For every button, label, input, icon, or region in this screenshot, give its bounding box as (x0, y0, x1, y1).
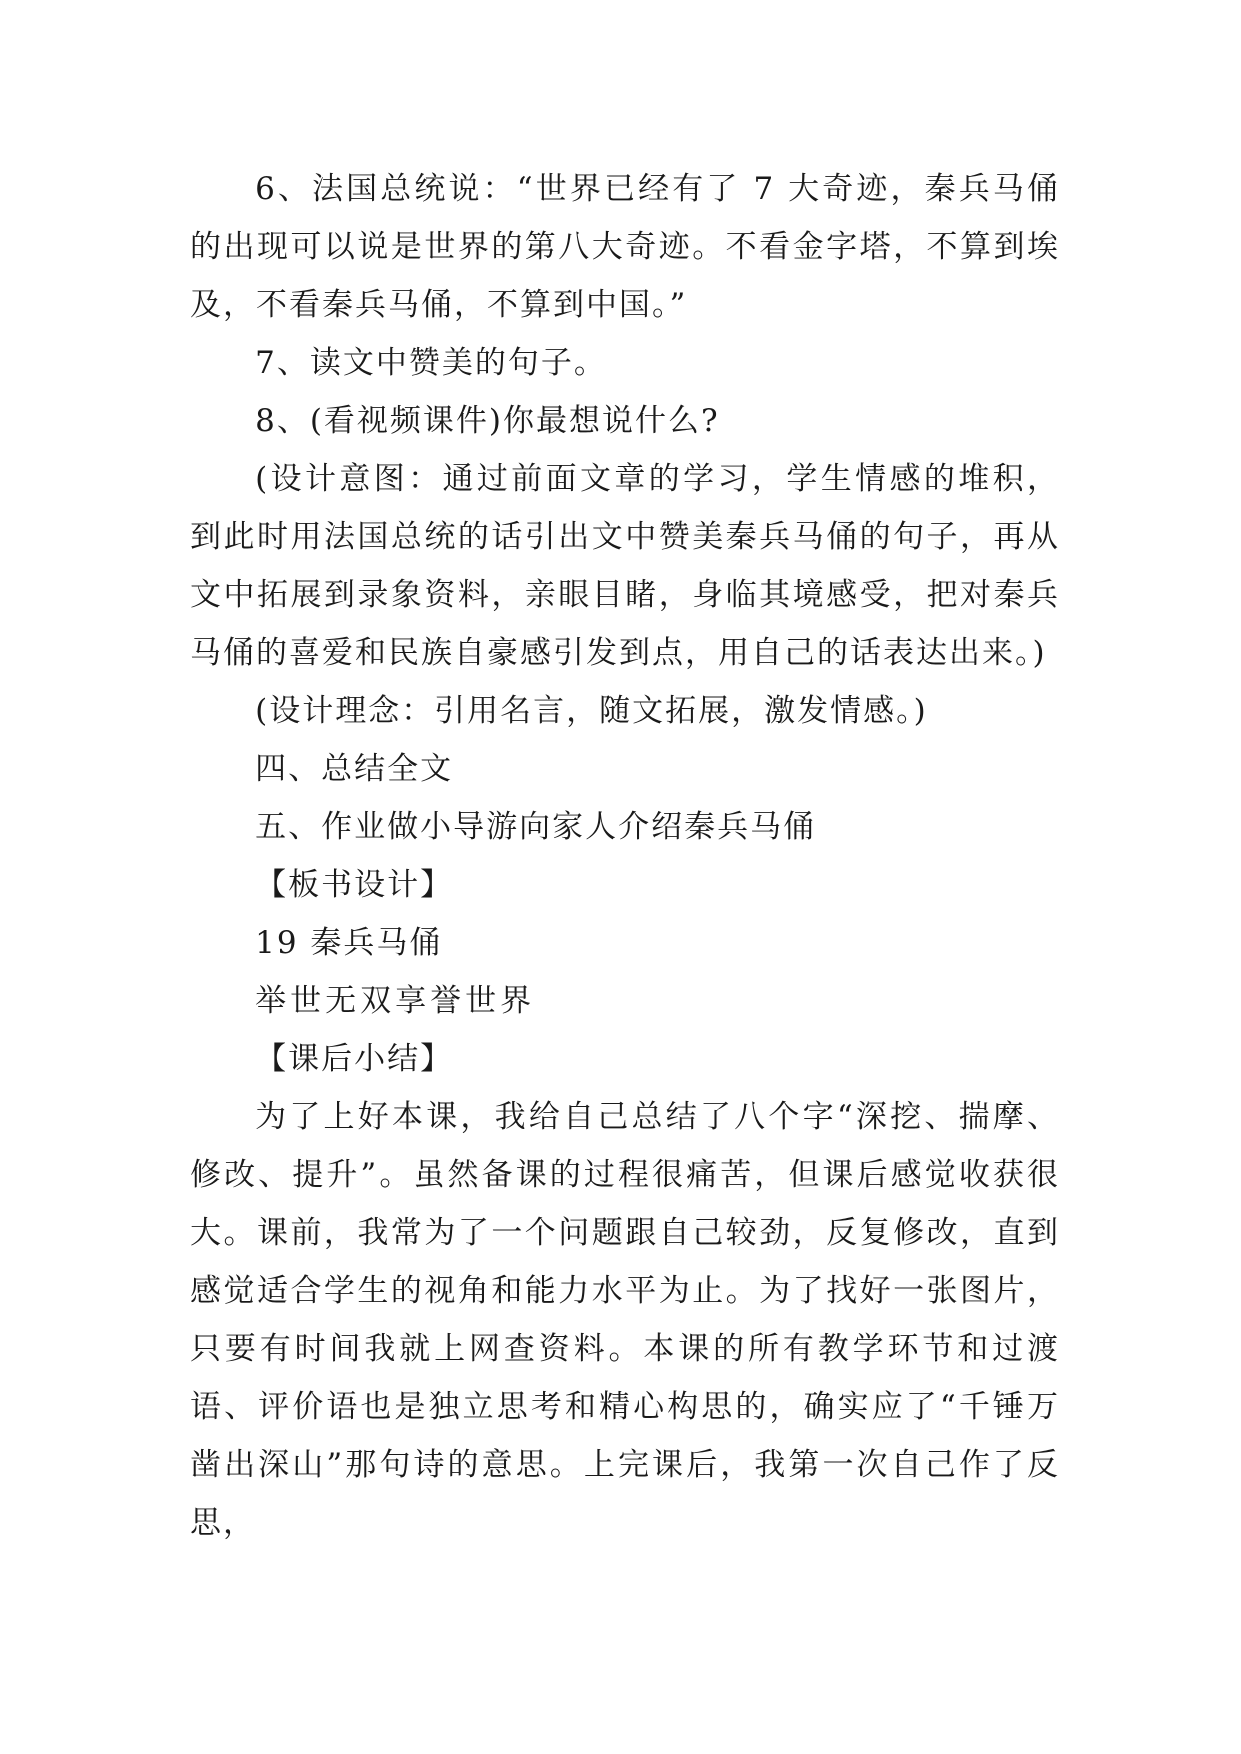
paragraph-design-concept: (设计理念：引用名言，随文拓展，激发情感。) (255, 693, 928, 729)
paragraph-video-question: 8、(看视频课件)你最想说什么? (255, 403, 720, 439)
section-heading-homework: 五、作业做小导游向家人介绍秦兵马俑 (255, 809, 817, 845)
section-heading-board-design: 【板书设计】 (255, 867, 454, 903)
paragraph-reflection: 为了上好本课，我给自己总结了八个字“深挖、揣摩、修改、提升”。虽然备课的过程很痛苦，但课后感觉收获很大。课前，我常为了一个问题跟自己较劲，反复修改，直到感觉适合学生的视角和能力水平为止。为了找好一张图片，只要有时间我就上网查资料。本课的所有教学环节和过渡语、评价语也是独立思考和精心构思的，确实应了“千锤万凿出深山”那句诗的意思。上完课后，我第一次自己作了反思， (190, 1099, 1060, 1541)
board-title: 19 秦兵马俑 (255, 925, 443, 961)
paragraph-read-sentences: 7、读文中赞美的句子。 (255, 345, 607, 381)
board-subtitle: 举世无双享誉世界 (255, 983, 536, 1019)
paragraph-design-intent: (设计意图：通过前面文章的学习，学生情感的堆积，到此时用法国总统的话引出文中赞美秦兵马俑的句子，再从文中拓展到录象资料，亲眼目睹，身临其境感受，把对秦兵马俑的喜爱和民族自豪感引发到点，用自己的话表达出来。) (190, 461, 1060, 671)
document-body (190, 160, 1060, 1552)
section-heading-summary: 四、总结全文 (255, 751, 454, 787)
section-heading-after-class-summary: 【课后小结】 (255, 1041, 454, 1077)
paragraph-quote-french-president: 6、法国总统说：“世界已经有了 7 大奇迹，秦兵马俑的出现可以说是世界的第八大奇迹。不看金字塔，不算到埃及，不看秦兵马俑，不算到中国。” (190, 171, 1060, 323)
